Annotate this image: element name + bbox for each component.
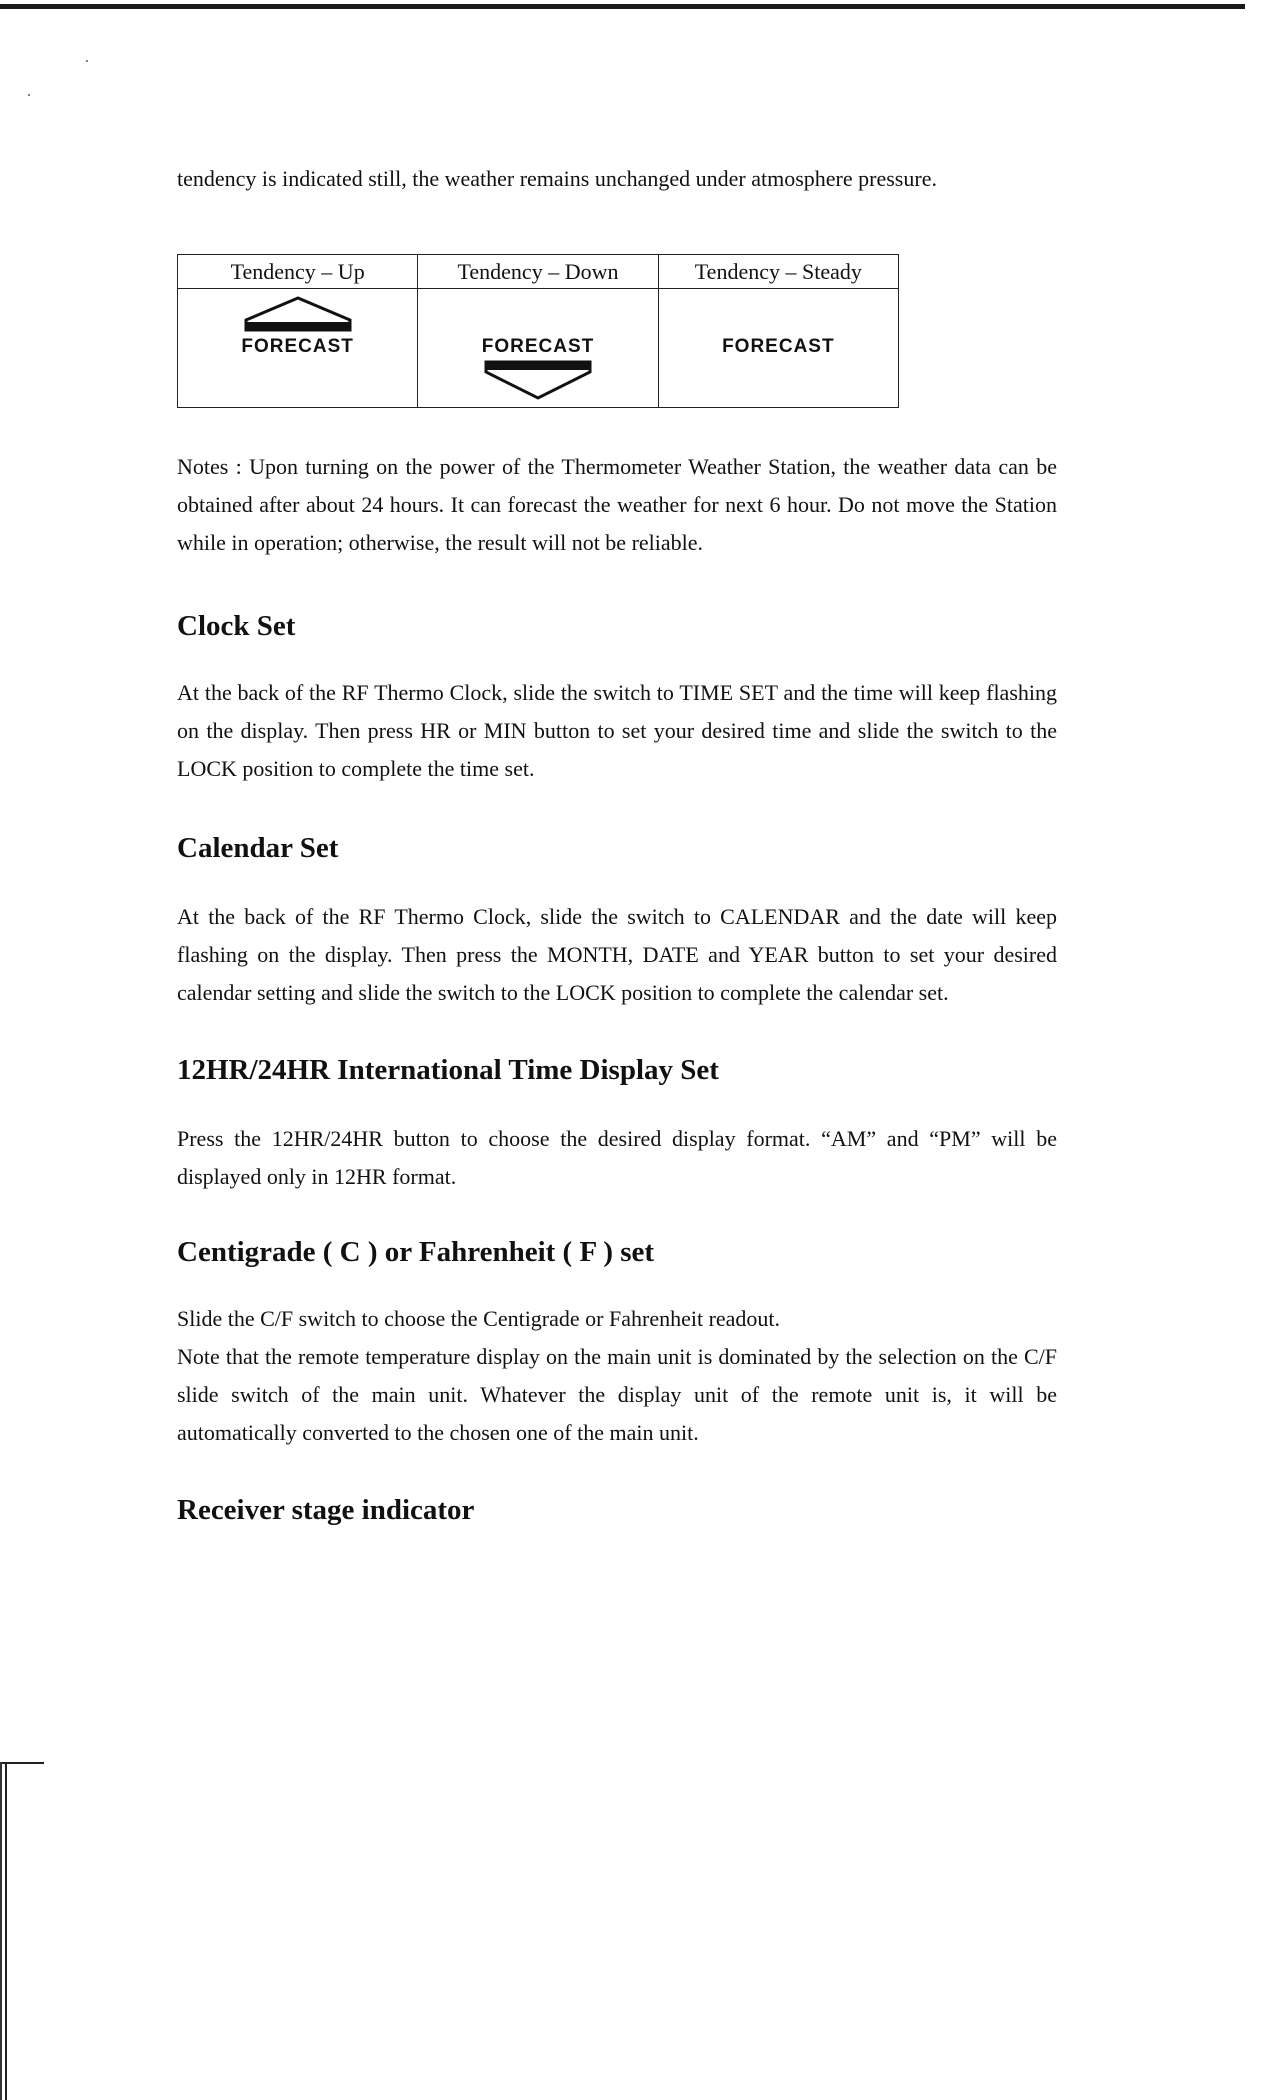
section-paragraph: Slide the C/F switch to choose the Centigrade or Fahrenheit readout. xyxy=(177,1306,781,1331)
intro-line: tendency is indicated still, the weather remains unchanged under atmosphere pressure. xyxy=(177,166,937,191)
section-heading: Clock Set xyxy=(177,610,296,642)
table-cell-up xyxy=(178,289,418,408)
section-paragraph: At the back of the RF Thermo Clock, slide the switch to CALENDAR and the date will keep flashing on the display. Then press the MONTH, DATE and YEAR button to set your desired calendar setting and slide the switch to the LOCK position to complete the calendar set. xyxy=(177,904,1057,1005)
table-cell-steady xyxy=(658,289,898,408)
forecast-label: FORECAST xyxy=(481,335,595,357)
section-paragraph: At the back of the RF Thermo Clock, slide the switch to TIME SET and the time will keep flashing on the display. Then press HR or MIN button to set your desired time and slide the switch to the LOCK position to complete the time set. xyxy=(177,680,1057,781)
page-content xyxy=(177,160,1057,1530)
table-cell-down xyxy=(418,289,658,408)
section-paragraph: Press the 12HR/24HR button to choose the desired display format. “AM” and “PM” will be displayed only in 12HR format. xyxy=(177,1126,1057,1189)
section-heading: Centigrade ( C ) or Fahrenheit ( F ) set xyxy=(177,1236,655,1268)
section-heading: Calendar Set xyxy=(177,832,339,864)
table-header: Tendency – Down xyxy=(418,255,658,289)
left-margin-bracket xyxy=(0,1762,44,2100)
table-header: Tendency – Steady xyxy=(658,255,898,289)
tendency-table xyxy=(177,254,899,408)
forecast-label: FORECAST xyxy=(722,335,835,357)
down-arrow-icon xyxy=(478,360,598,400)
section-heading: Receiver stage indicator xyxy=(177,1494,475,1526)
up-arrow-icon xyxy=(238,296,358,336)
table-header: Tendency – Up xyxy=(178,255,418,289)
forecast-label: FORECAST xyxy=(241,335,354,357)
scan-speck xyxy=(86,60,88,62)
section-paragraph: Note that the remote temperature display on the main unit is dominated by the selection on the C/F slide switch of the main unit. Whatever the display unit of the remote unit is, it will be automatically converted to the chosen one of the main unit. xyxy=(177,1344,1057,1445)
scan-speck xyxy=(28,94,30,96)
section-heading: 12HR/24HR International Time Display Set xyxy=(177,1054,719,1086)
top-border-rule xyxy=(0,4,1245,9)
notes-paragraph: Notes : Upon turning on the power of the Thermometer Weather Station, the weather data can be obtained after about 24 hours. It can forecast the weather for next 6 hour. Do not move the Station while in operation; otherwise, the result will not be reliable. xyxy=(177,454,1057,555)
